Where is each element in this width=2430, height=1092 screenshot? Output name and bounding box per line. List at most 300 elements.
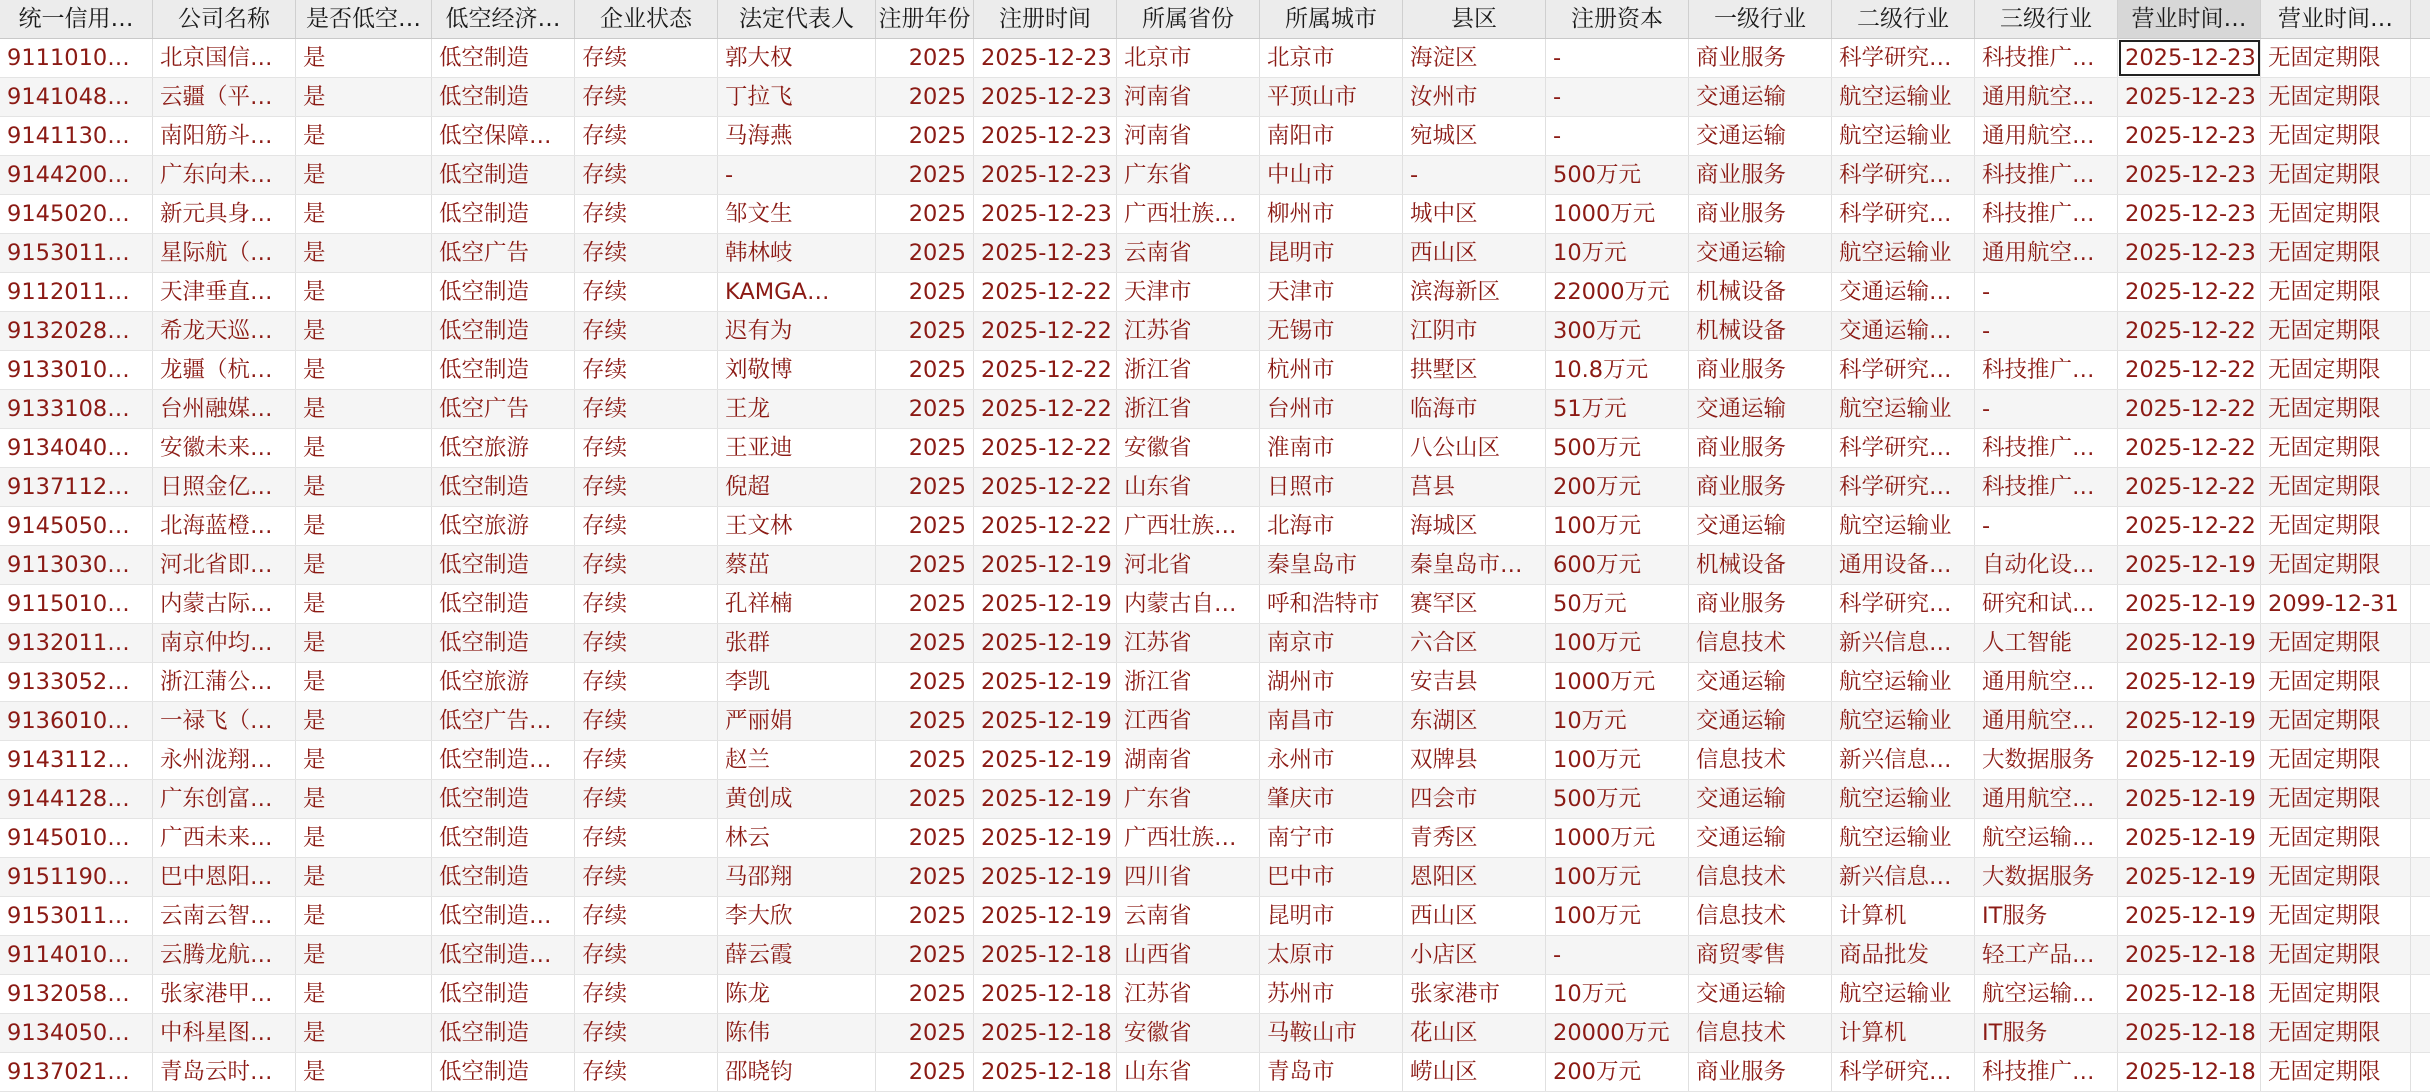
table-cell[interactable]: 2025-12-19: [974, 819, 1117, 857]
table-cell[interactable]: 科技推广…: [1975, 39, 2118, 77]
table-cell[interactable]: IT服务: [1975, 1014, 2118, 1052]
table-cell[interactable]: 大数据服务: [1975, 741, 2118, 779]
table-cell[interactable]: 2025-12-22: [974, 507, 1117, 545]
table-cell[interactable]: 新兴信息…: [1832, 741, 1975, 779]
column-header-13[interactable]: [1832, 0, 1975, 38]
table-cell[interactable]: 2025: [876, 234, 974, 272]
table-cell[interactable]: 商业服务: [1689, 468, 1832, 506]
table-cell[interactable]: 是: [296, 702, 432, 740]
table-row[interactable]: [0, 585, 2430, 624]
table-cell[interactable]: 江阴市: [1403, 312, 1546, 350]
table-cell[interactable]: 100万元: [1546, 741, 1689, 779]
table-cell[interactable]: 航空运输业: [1832, 390, 1975, 428]
table-cell[interactable]: 9141130…: [0, 117, 153, 155]
table-cell[interactable]: 南京仲均…: [153, 624, 296, 662]
table-cell[interactable]: 9134050…: [0, 1014, 153, 1052]
table-cell[interactable]: 2025: [876, 975, 974, 1013]
table-cell[interactable]: 云南省: [1117, 897, 1260, 935]
table-cell[interactable]: 2025-12-22: [974, 351, 1117, 389]
table-cell[interactable]: 四川省: [1117, 858, 1260, 896]
table-cell[interactable]: 2025-12-19: [974, 780, 1117, 818]
table-cell[interactable]: 50万元: [1546, 585, 1689, 623]
table-row[interactable]: [0, 351, 2430, 390]
table-cell[interactable]: 2025-12-19: [2118, 819, 2261, 857]
table-cell[interactable]: 2025: [876, 39, 974, 77]
table-cell[interactable]: 存续: [575, 897, 718, 935]
table-cell[interactable]: 存续: [575, 1014, 718, 1052]
table-cell[interactable]: 浙江蒲公…: [153, 663, 296, 701]
table-cell[interactable]: 无固定期限: [2261, 507, 2411, 545]
table-cell[interactable]: 2025-12-23: [2118, 195, 2261, 233]
table-cell[interactable]: 是: [296, 624, 432, 662]
table-cell[interactable]: 2025-12-23: [974, 78, 1117, 116]
table-cell[interactable]: 倪超: [718, 468, 876, 506]
table-cell[interactable]: 广西壮族…: [1117, 507, 1260, 545]
table-row[interactable]: [0, 1014, 2430, 1053]
table-row[interactable]: [0, 819, 2430, 858]
column-header-2[interactable]: [296, 0, 432, 38]
table-cell[interactable]: 柳州市: [1260, 195, 1403, 233]
table-cell[interactable]: 科技推广…: [1975, 195, 2118, 233]
table-cell[interactable]: 大数据服务: [1975, 858, 2118, 896]
table-cell[interactable]: 9153011…: [0, 897, 153, 935]
table-cell[interactable]: 通用航空…: [1975, 117, 2118, 155]
table-cell[interactable]: 低空广告…: [432, 702, 575, 740]
table-cell[interactable]: 2025-12-18: [2118, 936, 2261, 974]
table-cell[interactable]: 广西壮族…: [1117, 195, 1260, 233]
table-cell[interactable]: 2025-12-19: [2118, 741, 2261, 779]
table-cell[interactable]: 2025-12-19: [2118, 546, 2261, 584]
table-cell[interactable]: 昆明市: [1260, 234, 1403, 272]
table-cell[interactable]: 无固定期限: [2261, 39, 2411, 77]
table-cell[interactable]: 2025-12-22: [974, 468, 1117, 506]
table-cell[interactable]: 低空制造: [432, 156, 575, 194]
table-cell[interactable]: 低空制造: [432, 975, 575, 1013]
table-cell[interactable]: 无固定期限: [2261, 780, 2411, 818]
table-cell[interactable]: 2025: [876, 936, 974, 974]
table-cell[interactable]: 青秀区: [1403, 819, 1546, 857]
table-cell[interactable]: 广东创富…: [153, 780, 296, 818]
table-cell[interactable]: 存续: [575, 507, 718, 545]
table-cell[interactable]: 陈伟: [718, 1014, 876, 1052]
table-cell[interactable]: 一禄飞（…: [153, 702, 296, 740]
table-cell[interactable]: 科技推广…: [1975, 351, 2118, 389]
table-cell[interactable]: 东湖区: [1403, 702, 1546, 740]
table-cell[interactable]: 是: [296, 975, 432, 1013]
table-row[interactable]: [0, 390, 2430, 429]
table-row[interactable]: [0, 468, 2430, 507]
table-cell[interactable]: 滨海新区: [1403, 273, 1546, 311]
table-cell[interactable]: 机械设备: [1689, 312, 1832, 350]
table-cell[interactable]: 无固定期限: [2261, 897, 2411, 935]
table-cell[interactable]: 9143112…: [0, 741, 153, 779]
table-cell[interactable]: 低空制造: [432, 1053, 575, 1091]
table-cell[interactable]: 2025: [876, 351, 974, 389]
table-cell[interactable]: 太原市: [1260, 936, 1403, 974]
table-row[interactable]: [0, 897, 2430, 936]
table-cell[interactable]: 科学研究…: [1832, 468, 1975, 506]
table-cell[interactable]: 2025-12-18: [974, 1014, 1117, 1052]
table-cell[interactable]: 日照市: [1260, 468, 1403, 506]
table-cell[interactable]: 河南省: [1117, 78, 1260, 116]
table-cell[interactable]: -: [1403, 156, 1546, 194]
table-cell[interactable]: 科学研究…: [1832, 429, 1975, 467]
table-cell[interactable]: 科学研究…: [1832, 1053, 1975, 1091]
table-cell[interactable]: 2025: [876, 819, 974, 857]
table-cell[interactable]: 低空制造: [432, 78, 575, 116]
table-cell[interactable]: 信息技术: [1689, 624, 1832, 662]
table-cell[interactable]: 科技推广…: [1975, 1053, 2118, 1091]
table-cell[interactable]: 信息技术: [1689, 1014, 1832, 1052]
table-cell[interactable]: 严丽娟: [718, 702, 876, 740]
table-cell[interactable]: 2025: [876, 585, 974, 623]
table-cell[interactable]: 存续: [575, 78, 718, 116]
table-cell[interactable]: 是: [296, 858, 432, 896]
table-cell[interactable]: 星际航（…: [153, 234, 296, 272]
table-cell[interactable]: 广东省: [1117, 156, 1260, 194]
table-cell[interactable]: 王亚迪: [718, 429, 876, 467]
table-cell[interactable]: 王龙: [718, 390, 876, 428]
table-cell[interactable]: 通用航空…: [1975, 780, 2118, 818]
column-header-1[interactable]: [153, 0, 296, 38]
table-cell[interactable]: 10万元: [1546, 702, 1689, 740]
table-cell[interactable]: 2025-12-19: [974, 663, 1117, 701]
table-cell[interactable]: 2025-12-19: [2118, 858, 2261, 896]
table-cell[interactable]: 广东向未…: [153, 156, 296, 194]
table-cell[interactable]: 新兴信息…: [1832, 624, 1975, 662]
table-cell[interactable]: 存续: [575, 663, 718, 701]
column-header-3[interactable]: [432, 0, 575, 38]
table-cell[interactable]: 交通运输: [1689, 234, 1832, 272]
table-cell[interactable]: 云南省: [1117, 234, 1260, 272]
table-cell[interactable]: 交通运输: [1689, 117, 1832, 155]
table-cell[interactable]: 科学研究…: [1832, 585, 1975, 623]
table-cell[interactable]: 商贸零售: [1689, 936, 1832, 974]
table-cell[interactable]: 9112011…: [0, 273, 153, 311]
table-cell[interactable]: 2025-12-19: [974, 897, 1117, 935]
table-cell[interactable]: 是: [296, 780, 432, 818]
table-row[interactable]: [0, 78, 2430, 117]
table-cell[interactable]: 交通运输: [1689, 975, 1832, 1013]
table-cell[interactable]: 轻工产品…: [1975, 936, 2118, 974]
table-cell[interactable]: 青岛市: [1260, 1053, 1403, 1091]
table-cell[interactable]: 2025-12-23: [2118, 39, 2261, 77]
table-cell[interactable]: 交通运输: [1689, 78, 1832, 116]
table-cell[interactable]: 存续: [575, 702, 718, 740]
table-cell[interactable]: 北京国信…: [153, 39, 296, 77]
table-cell[interactable]: 交通运输: [1689, 819, 1832, 857]
table-cell[interactable]: 张家港甲…: [153, 975, 296, 1013]
table-cell[interactable]: 2025-12-19: [2118, 585, 2261, 623]
table-cell[interactable]: 云腾龙航…: [153, 936, 296, 974]
table-cell[interactable]: -: [1975, 507, 2118, 545]
table-cell[interactable]: 是: [296, 195, 432, 233]
table-cell[interactable]: 2025-12-22: [974, 273, 1117, 311]
table-row[interactable]: [0, 624, 2430, 663]
table-cell[interactable]: 600万元: [1546, 546, 1689, 584]
table-cell[interactable]: 低空制造: [432, 273, 575, 311]
table-cell[interactable]: 无固定期限: [2261, 936, 2411, 974]
table-cell[interactable]: 无固定期限: [2261, 273, 2411, 311]
table-cell[interactable]: 台州融媒…: [153, 390, 296, 428]
table-cell[interactable]: 2025: [876, 897, 974, 935]
table-cell[interactable]: 交通运输: [1689, 390, 1832, 428]
table-cell[interactable]: 北海蓝橙…: [153, 507, 296, 545]
table-cell[interactable]: 交通运输…: [1832, 312, 1975, 350]
table-row[interactable]: [0, 507, 2430, 546]
table-cell[interactable]: 2025-12-22: [2118, 273, 2261, 311]
table-cell[interactable]: 江苏省: [1117, 624, 1260, 662]
table-cell[interactable]: 山东省: [1117, 468, 1260, 506]
table-cell[interactable]: 低空制造: [432, 312, 575, 350]
table-cell[interactable]: 2025-12-23: [974, 156, 1117, 194]
table-cell[interactable]: 商业服务: [1689, 1053, 1832, 1091]
table-cell[interactable]: 9137112…: [0, 468, 153, 506]
column-header-9[interactable]: [1260, 0, 1403, 38]
table-cell[interactable]: 2025-12-18: [974, 1053, 1117, 1091]
table-cell[interactable]: 500万元: [1546, 156, 1689, 194]
table-cell[interactable]: 2099-12-31: [2261, 585, 2411, 623]
table-row[interactable]: [0, 741, 2430, 780]
table-cell[interactable]: 云南云智…: [153, 897, 296, 935]
table-cell[interactable]: 2025-12-22: [2118, 429, 2261, 467]
table-cell[interactable]: 苏州市: [1260, 975, 1403, 1013]
table-cell[interactable]: 10万元: [1546, 234, 1689, 272]
table-cell[interactable]: 薛云霞: [718, 936, 876, 974]
table-cell[interactable]: 2025-12-19: [2118, 624, 2261, 662]
table-cell[interactable]: 商业服务: [1689, 429, 1832, 467]
table-cell[interactable]: 100万元: [1546, 507, 1689, 545]
table-cell[interactable]: 2025-12-18: [974, 936, 1117, 974]
table-cell[interactable]: 北京市: [1260, 39, 1403, 77]
table-cell[interactable]: 是: [296, 156, 432, 194]
table-cell[interactable]: 9134040…: [0, 429, 153, 467]
table-cell[interactable]: 无固定期限: [2261, 195, 2411, 233]
table-cell[interactable]: 9145050…: [0, 507, 153, 545]
table-cell[interactable]: 商业服务: [1689, 585, 1832, 623]
table-cell[interactable]: -: [1975, 390, 2118, 428]
table-cell[interactable]: 南阳市: [1260, 117, 1403, 155]
table-cell[interactable]: 300万元: [1546, 312, 1689, 350]
table-cell[interactable]: 通用航空…: [1975, 78, 2118, 116]
table-cell[interactable]: 1000万元: [1546, 195, 1689, 233]
table-cell[interactable]: 是: [296, 117, 432, 155]
table-cell[interactable]: 无固定期限: [2261, 390, 2411, 428]
table-cell[interactable]: 2025-12-19: [974, 624, 1117, 662]
table-row[interactable]: [0, 936, 2430, 975]
table-cell[interactable]: 拱墅区: [1403, 351, 1546, 389]
table-cell[interactable]: 航空运输业: [1832, 702, 1975, 740]
table-cell[interactable]: KAMGA…: [718, 273, 876, 311]
table-cell[interactable]: 林云: [718, 819, 876, 857]
table-cell[interactable]: 低空制造: [432, 624, 575, 662]
table-cell[interactable]: 海城区: [1403, 507, 1546, 545]
table-cell[interactable]: 10.8万元: [1546, 351, 1689, 389]
table-cell[interactable]: 花山区: [1403, 1014, 1546, 1052]
table-cell[interactable]: 科技推广…: [1975, 156, 2118, 194]
table-cell[interactable]: 2025-12-18: [2118, 1053, 2261, 1091]
table-cell[interactable]: 希龙天巡…: [153, 312, 296, 350]
table-cell[interactable]: 2025-12-22: [974, 312, 1117, 350]
table-cell[interactable]: 郭大权: [718, 39, 876, 77]
table-cell[interactable]: 巴中恩阳…: [153, 858, 296, 896]
table-cell[interactable]: 无固定期限: [2261, 429, 2411, 467]
table-cell[interactable]: 存续: [575, 819, 718, 857]
table-cell[interactable]: 淮南市: [1260, 429, 1403, 467]
table-cell[interactable]: 存续: [575, 468, 718, 506]
column-header-5[interactable]: [718, 0, 876, 38]
table-cell[interactable]: -: [1546, 78, 1689, 116]
table-cell[interactable]: 丁拉飞: [718, 78, 876, 116]
table-cell[interactable]: 无固定期限: [2261, 351, 2411, 389]
table-cell[interactable]: 2025-12-23: [2118, 234, 2261, 272]
table-cell[interactable]: 江苏省: [1117, 975, 1260, 1013]
table-cell[interactable]: 青岛云时…: [153, 1053, 296, 1091]
table-cell[interactable]: 是: [296, 663, 432, 701]
table-cell[interactable]: 2025-12-19: [2118, 897, 2261, 935]
table-cell[interactable]: 无固定期限: [2261, 741, 2411, 779]
table-cell[interactable]: 无固定期限: [2261, 624, 2411, 662]
table-cell[interactable]: 9153011…: [0, 234, 153, 272]
table-cell[interactable]: 西山区: [1403, 897, 1546, 935]
table-cell[interactable]: 2025-12-19: [974, 741, 1117, 779]
table-cell[interactable]: 2025: [876, 1053, 974, 1091]
table-cell[interactable]: 肇庆市: [1260, 780, 1403, 818]
table-cell[interactable]: 自动化设…: [1975, 546, 2118, 584]
table-cell[interactable]: 商业服务: [1689, 351, 1832, 389]
table-cell[interactable]: 海淀区: [1403, 39, 1546, 77]
table-cell[interactable]: 存续: [575, 234, 718, 272]
table-cell[interactable]: 恩阳区: [1403, 858, 1546, 896]
table-cell[interactable]: 蔡茁: [718, 546, 876, 584]
table-cell[interactable]: 航空运输业: [1832, 234, 1975, 272]
table-cell[interactable]: 内蒙古自…: [1117, 585, 1260, 623]
table-row[interactable]: [0, 858, 2430, 897]
table-cell[interactable]: 西山区: [1403, 234, 1546, 272]
table-cell[interactable]: 是: [296, 39, 432, 77]
table-cell[interactable]: 低空广告: [432, 390, 575, 428]
table-cell[interactable]: 科学研究…: [1832, 195, 1975, 233]
table-cell[interactable]: IT服务: [1975, 897, 2118, 935]
table-cell[interactable]: 9137021…: [0, 1053, 153, 1091]
table-cell[interactable]: 张群: [718, 624, 876, 662]
table-cell[interactable]: 商业服务: [1689, 39, 1832, 77]
table-cell[interactable]: 张家港市: [1403, 975, 1546, 1013]
table-cell[interactable]: 八公山区: [1403, 429, 1546, 467]
table-cell[interactable]: 2025-12-19: [2118, 702, 2261, 740]
table-cell[interactable]: 通用航空…: [1975, 663, 2118, 701]
table-cell[interactable]: 天津垂直…: [153, 273, 296, 311]
column-header-11[interactable]: [1546, 0, 1689, 38]
table-row[interactable]: [0, 312, 2430, 351]
table-cell[interactable]: 湖南省: [1117, 741, 1260, 779]
table-cell[interactable]: 人工智能: [1975, 624, 2118, 662]
table-cell[interactable]: 9113030…: [0, 546, 153, 584]
table-cell[interactable]: 孔祥楠: [718, 585, 876, 623]
table-cell[interactable]: 城中区: [1403, 195, 1546, 233]
table-cell[interactable]: 9145010…: [0, 819, 153, 857]
table-cell[interactable]: 10万元: [1546, 975, 1689, 1013]
table-cell[interactable]: 无固定期限: [2261, 819, 2411, 857]
table-cell[interactable]: 河北省即…: [153, 546, 296, 584]
table-cell[interactable]: 北海市: [1260, 507, 1403, 545]
table-cell[interactable]: 2025: [876, 273, 974, 311]
table-cell[interactable]: 无固定期限: [2261, 975, 2411, 1013]
table-cell[interactable]: 200万元: [1546, 468, 1689, 506]
table-cell[interactable]: 是: [296, 273, 432, 311]
table-cell[interactable]: 马邵翔: [718, 858, 876, 896]
table-cell[interactable]: 低空旅游: [432, 429, 575, 467]
table-cell[interactable]: 2025: [876, 663, 974, 701]
table-cell[interactable]: 是: [296, 546, 432, 584]
table-row[interactable]: [0, 975, 2430, 1014]
table-cell[interactable]: 浙江省: [1117, 351, 1260, 389]
table-cell[interactable]: 呼和浩特市: [1260, 585, 1403, 623]
table-cell[interactable]: 无锡市: [1260, 312, 1403, 350]
table-cell[interactable]: 新兴信息…: [1832, 858, 1975, 896]
table-cell[interactable]: 低空广告: [432, 234, 575, 272]
table-cell[interactable]: 2025-12-23: [2118, 156, 2261, 194]
table-cell[interactable]: 存续: [575, 195, 718, 233]
table-cell[interactable]: 存续: [575, 312, 718, 350]
table-cell[interactable]: 信息技术: [1689, 897, 1832, 935]
table-cell[interactable]: 9115010…: [0, 585, 153, 623]
table-row[interactable]: [0, 546, 2430, 585]
table-cell[interactable]: 六合区: [1403, 624, 1546, 662]
table-cell[interactable]: 2025-12-19: [974, 546, 1117, 584]
table-cell[interactable]: 1000万元: [1546, 819, 1689, 857]
table-cell[interactable]: 低空旅游: [432, 663, 575, 701]
table-cell[interactable]: 航空运输业: [1832, 819, 1975, 857]
table-cell[interactable]: 云疆（平…: [153, 78, 296, 116]
table-cell[interactable]: 9133108…: [0, 390, 153, 428]
table-cell[interactable]: 低空制造: [432, 1014, 575, 1052]
table-cell[interactable]: 2025: [876, 507, 974, 545]
table-cell[interactable]: 是: [296, 234, 432, 272]
table-cell[interactable]: 杭州市: [1260, 351, 1403, 389]
table-cell[interactable]: 南宁市: [1260, 819, 1403, 857]
table-cell[interactable]: 昆明市: [1260, 897, 1403, 935]
table-cell[interactable]: 存续: [575, 156, 718, 194]
table-cell[interactable]: 航空运输业: [1832, 663, 1975, 701]
table-cell[interactable]: 南京市: [1260, 624, 1403, 662]
table-cell[interactable]: 是: [296, 819, 432, 857]
table-cell[interactable]: 陈龙: [718, 975, 876, 1013]
table-cell[interactable]: 天津市: [1260, 273, 1403, 311]
table-cell[interactable]: 信息技术: [1689, 858, 1832, 896]
table-cell[interactable]: 存续: [575, 39, 718, 77]
table-cell[interactable]: 存续: [575, 273, 718, 311]
table-cell[interactable]: 李凯: [718, 663, 876, 701]
table-cell[interactable]: 航空运输…: [1975, 975, 2118, 1013]
table-cell[interactable]: 王文林: [718, 507, 876, 545]
column-header-4[interactable]: [575, 0, 718, 38]
table-cell[interactable]: 低空制造: [432, 39, 575, 77]
column-header-7[interactable]: [974, 0, 1117, 38]
table-cell[interactable]: 永州泷翔…: [153, 741, 296, 779]
table-cell[interactable]: 100万元: [1546, 624, 1689, 662]
table-cell[interactable]: 广东省: [1117, 780, 1260, 818]
table-cell[interactable]: 中科星图…: [153, 1014, 296, 1052]
table-cell[interactable]: 航空运输业: [1832, 975, 1975, 1013]
table-cell[interactable]: 存续: [575, 117, 718, 155]
table-cell[interactable]: 9151190…: [0, 858, 153, 896]
table-cell[interactable]: 无固定期限: [2261, 312, 2411, 350]
table-cell[interactable]: 无固定期限: [2261, 546, 2411, 584]
table-cell[interactable]: 江西省: [1117, 702, 1260, 740]
table-cell[interactable]: 交通运输: [1689, 663, 1832, 701]
table-cell[interactable]: 山西省: [1117, 936, 1260, 974]
